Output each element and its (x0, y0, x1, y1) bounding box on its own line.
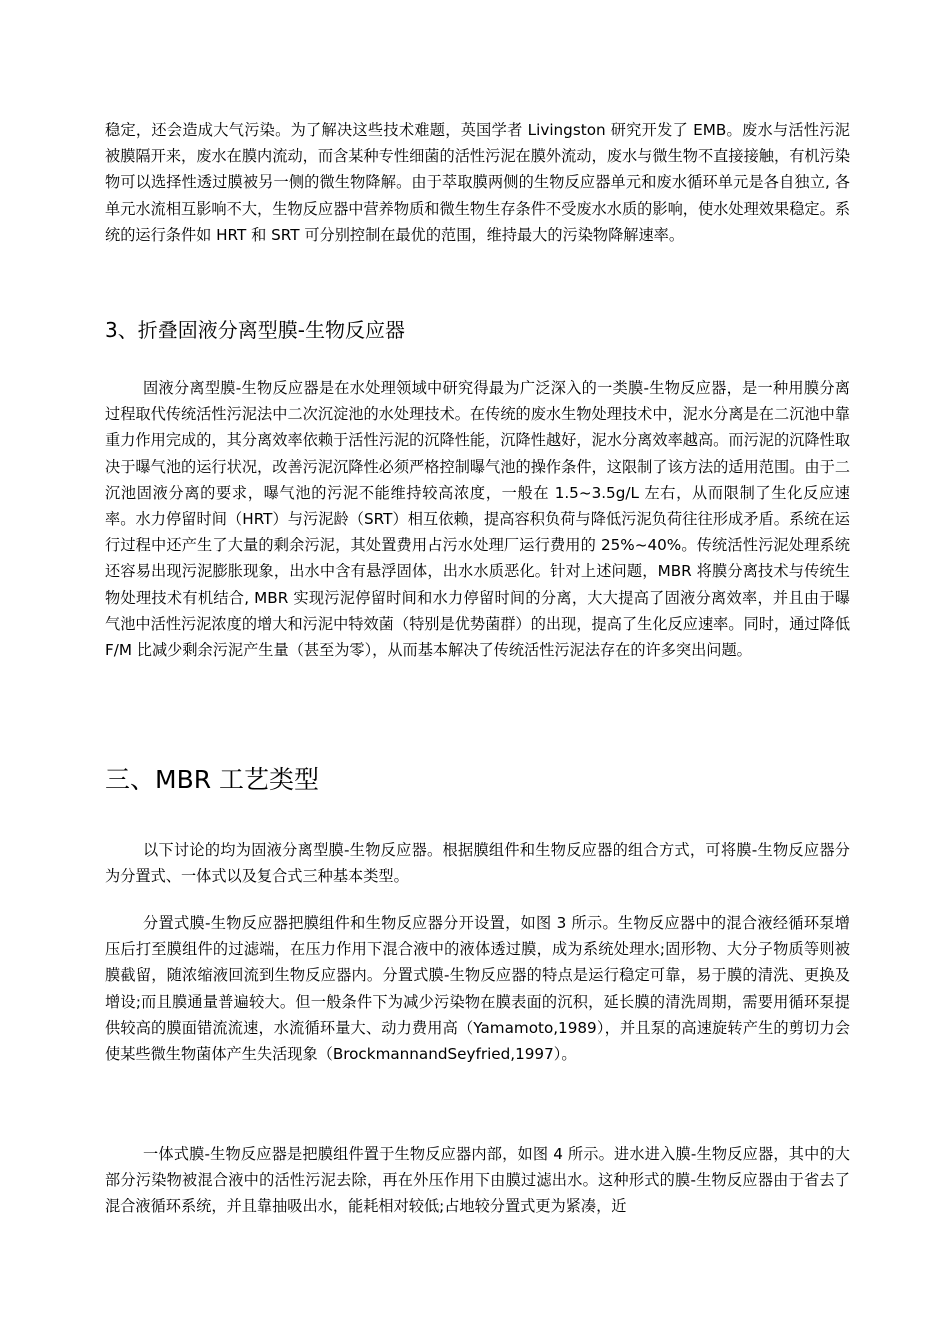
chapter-heading-mbr-process-types: 三、MBR 工艺类型 (105, 765, 320, 794)
paragraph-solid-liquid-separation: 固液分离型膜-生物反应器是在水处理领域中研究得最为广泛深入的一类膜-生物反应器，是一种用膜分离过程取代传统活性污泥法中二次沉淀池的水处理技术。在传统的废水生物处理技术中，泥水分离是在二沉池中靠重力作用完成的，其分离效率依赖于活性污泥的沉降性能，沉降性越好，泥水分离效率越高。而污泥的沉降性取决于曝气池的运行状况，改善污泥沉降性必须严格控制曝气池的操作条件，这限制了该方法的适用范围。由于二沉池固液分离的要求，曝气池的污泥不能维持较高浓度，一般在 1.5~3.5g/L 左右，从而限制了生化反应速率。水力停留时间（HRT）与污泥龄（SRT）相互依赖，提高容积负荷与降低污泥负荷往往形成矛盾。系统在运行过程中还产生了大量的剩余污泥，其处置费用占污水处理厂运行费用的 25%~40%。传统活性污泥处理系统还容易出现污泥膨胀现象，出水中含有悬浮固体，出水水质恶化。针对上述问题，MBR 将膜分离技术与传统生物处理技术有机结合, MBR 实现污泥停留时间和水力停留时间的分离，大大提高了固液分离效率，并且由于曝气池中活性污泥浓度的增大和污泥中特效菌（特别是优势菌群）的出现，提高了生化反应速率。同时，通过降低 F/M 比减少剩余污泥产生量（甚至为零），从而基本解决了传统活性污泥法存在的许多突出问题。 (105, 379, 850, 660)
paragraph-separate-mbr: 分置式膜-生物反应器把膜组件和生物反应器分开设置，如图 3 所示。生物反应器中的混合液经循环泵增压后打至膜组件的过滤端，在压力作用下混合液中的液体透过膜，成为系统处理水;固形物、大分子物质等则被膜截留，随浓缩液回流到生物反应器内。分置式膜-生物反应器的特点是运行稳定可靠，易于膜的清洗、更换及增设;而且膜通量普遍较大。但一般条件下为减少污染物在膜表面的沉积，延长膜的清洗周期，需要用循环泵提供较高的膜面错流流速，水流循环量大、动力费用高（Yamamoto,1989），并且泵的高速旋转产生的剪切力会使某些微生物菌体产生失活现象（BrockmannandSeyfried,1997）。 (105, 914, 850, 1064)
paragraph-intro-types: 以下讨论的均为固液分离型膜-生物反应器。根据膜组件和生物反应器的组合方式，可将膜-生物反应器分为分置式、一体式以及复合式三种基本类型。 (105, 841, 850, 886)
paragraph-integrated-mbr: 一体式膜-生物反应器是把膜组件置于生物反应器内部，如图 4 所示。进水进入膜-生物反应器，其中的大部分污染物被混合液中的活性污泥去除，再在外压作用下由膜过滤出水。这种形式的膜-生物反应器由于省去了混合液循环系统，并且靠抽吸出水，能耗相对较低;占地较分置式更为紧凑，近 (105, 1145, 850, 1216)
section-heading-folded-solid-liquid-mbr: 3、折叠固液分离型膜-生物反应器 (105, 318, 405, 342)
paragraph-emb: 稳定，还会造成大气污染。为了解决这些技术难题，英国学者 Livingston 研究开发了 EMB。废水与活性污泥被膜隔开来，废水在膜内流动，而含某种专性细菌的活性污泥在膜外流动，废水与微生物不直接接触，有机污染物可以选择性透过膜被另一侧的微生物降解。由于萃取膜两侧的生物反应器单元和废水循环单元是各自独立, 各单元水流相互影响不大，生物反应器中营养物质和微生物生存条件不受废水水质的影响，使水处理效果稳定。系统的运行条件如 HRT 和 SRT 可分别控制在最优的范围，维持最大的污染物降解速率。 (105, 121, 850, 244)
